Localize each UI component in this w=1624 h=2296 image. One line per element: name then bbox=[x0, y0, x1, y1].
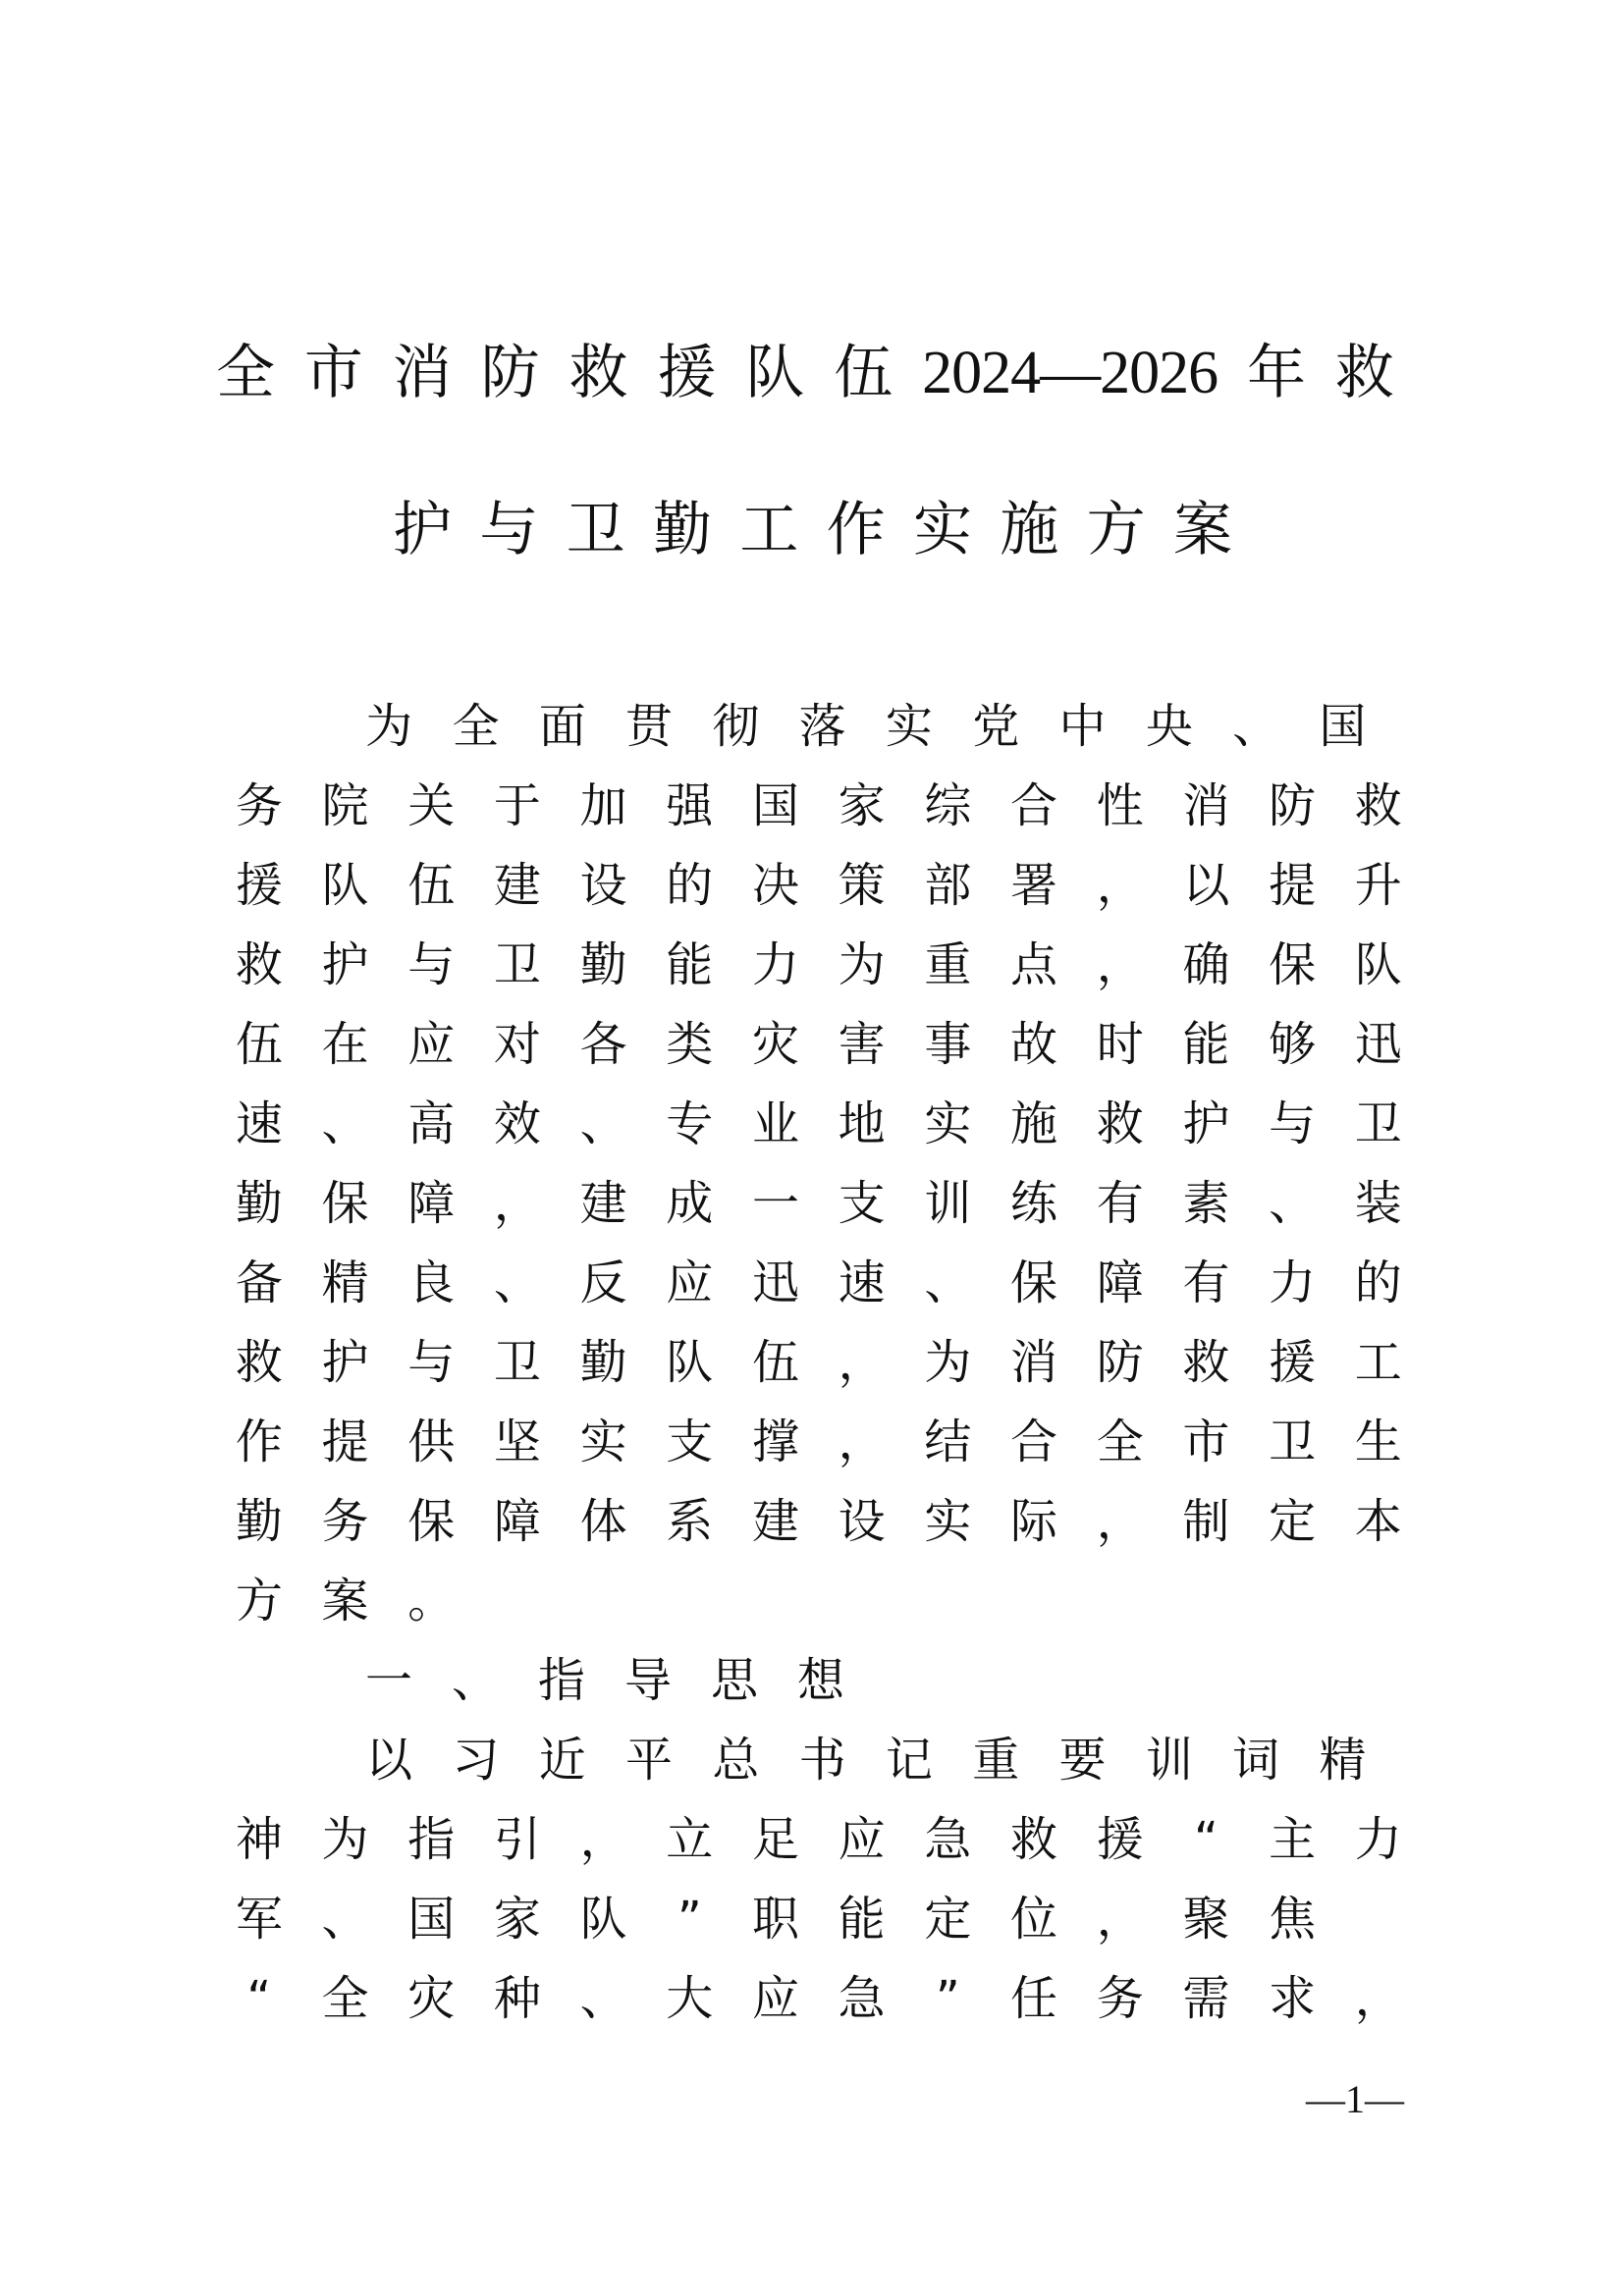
text-line: 伍 在 应 对 各 类 灾 害 事 故 时 能 够 迅 bbox=[235, 1017, 1402, 1072]
title_line_1-segment: 救 bbox=[568, 339, 628, 407]
title_line_2-segment: 实 bbox=[912, 496, 972, 564]
text-line: 以 习 近 平 总 书 记 重 要 训 词 精 bbox=[365, 1733, 1367, 1788]
text-line: 方 案 。 bbox=[235, 1574, 456, 1629]
title_line_2-segment: 勤 bbox=[652, 496, 712, 564]
text-line: 速 、 高 效 、 专 业 地 实 施 救 护 与 卫 bbox=[235, 1096, 1402, 1151]
text-line: 救 护 与 卫 勤 队 伍 ， 为 消 防 救 援 工 bbox=[235, 1335, 1402, 1390]
title_line_1-segment: 消 bbox=[392, 339, 452, 407]
text-line: 备 精 良 、 反 应 迅 速 、 保 障 有 力 的 bbox=[235, 1255, 1402, 1310]
text-line: “ 全 灾 种 、 大 应 急 ” 任 务 需 求 ， bbox=[246, 1971, 1402, 2026]
text-line: 务 院 关 于 加 强 国 家 综 合 性 消 防 救 bbox=[235, 778, 1402, 833]
title_line_1-segment: 伍 bbox=[834, 339, 893, 407]
title_line_2-segment: 方 bbox=[1086, 496, 1146, 564]
text-line: 勤 保 障 ， 建 成 一 支 训 练 有 素 、 装 bbox=[235, 1176, 1402, 1231]
title_line_1-segment: 市 bbox=[303, 339, 363, 407]
title_line_1-segment: 队 bbox=[745, 339, 805, 407]
title_line_1-segment: 全 bbox=[216, 339, 275, 407]
title_line_1-segment: 援 bbox=[657, 339, 717, 407]
title_line_2-segment: 施 bbox=[1000, 496, 1059, 564]
title_line_2-segment: 与 bbox=[479, 496, 539, 564]
section-heading-text: 一 、 指 导 思 想 bbox=[364, 1653, 844, 1708]
title_line_2-segment: 工 bbox=[739, 496, 799, 564]
text-line: 援 队 伍 建 设 的 决 策 部 署 ， 以 提 升 bbox=[235, 858, 1402, 913]
document-title-line-2 bbox=[393, 491, 1232, 569]
text-line: 作 提 供 坚 实 支 撑 ， 结 合 全 市 卫 生 bbox=[235, 1415, 1402, 1469]
title_line_1-segment: 救 bbox=[1334, 339, 1394, 407]
title_line_2-segment: 护 bbox=[393, 496, 452, 564]
text-line: 救 护 与 卫 勤 能 力 为 重 点 ， 确 保 队 bbox=[235, 937, 1402, 992]
title_line_1-segment: 2024—2026 bbox=[922, 340, 1218, 406]
title_line_1-segment: 年 bbox=[1247, 339, 1307, 407]
intro-paragraph bbox=[216, 687, 1402, 1641]
section-1-paragraph bbox=[216, 1721, 1402, 2039]
title_line_2-segment: 卫 bbox=[566, 496, 625, 564]
title_line_2-segment: 作 bbox=[826, 496, 886, 564]
text-line: 勤 务 保 障 体 系 建 设 实 际 ， 制 定 本 bbox=[235, 1494, 1402, 1549]
page-number: —1— bbox=[1306, 2077, 1404, 2121]
title_line_2-segment: 案 bbox=[1172, 496, 1232, 564]
title_line_1-segment: 防 bbox=[480, 339, 540, 407]
document-title-line-1 bbox=[216, 334, 1394, 412]
section-1-heading bbox=[216, 1641, 1394, 1721]
text-line: 军 、 国 家 队 ” 职 能 定 位 ， 聚 焦 bbox=[235, 1892, 1317, 1947]
text-line: 神 为 指 引 ， 立 足 应 急 救 援 “ 主 力 bbox=[235, 1812, 1402, 1867]
text-line: 为 全 面 贯 彻 落 实 党 中 央 、 国 bbox=[365, 699, 1367, 754]
